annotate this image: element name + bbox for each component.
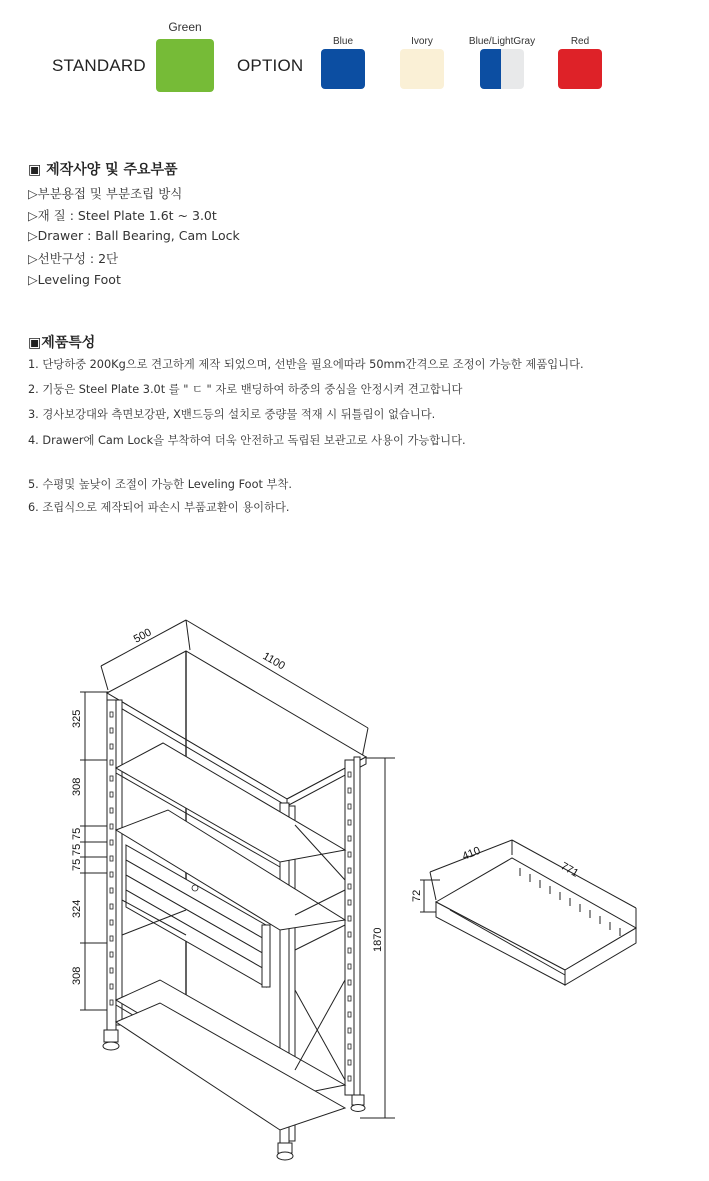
option-label: OPTION <box>237 56 304 75</box>
feature-item-1: 1. 단당하중 200Kg으로 견고하게 제작 되었으며, 선반을 필요에따라 50mm간격으로 조정이 가능한 제품입니다. <box>28 358 584 371</box>
dim-label-2: 308 <box>71 777 83 796</box>
dim-label-7: 308 <box>71 966 83 985</box>
feature-item-3: 3. 경사보강대와 측면보강판, X밴드등의 설치로 중량물 적재 시 뒤틀림이 없습니다. <box>28 408 436 421</box>
feature-item-2: 2. 기둥은 Steel Plate 3.0t 를 " ㄷ " 자로 밴딩하여 하중의 중심을 안정시켜 견고합니다 <box>28 383 463 396</box>
ivory-swatch-label: Ivory <box>411 36 433 47</box>
shelf-drawing <box>0 580 709 1180</box>
width-dim-label: 1100 <box>260 650 287 673</box>
drawer-height-label: 72 <box>411 889 423 902</box>
drawer-depth-label: 410 <box>460 844 483 863</box>
blue-swatch[interactable] <box>321 49 365 89</box>
feature-item-4: 4. Drawer에 Cam Lock을 부착하여 더욱 안전하고 독립된 보관고로 사용이 가능합니다. <box>28 434 466 447</box>
green-swatch-label: Green <box>168 20 202 34</box>
spec-item-2: ▷재 질 : Steel Plate 1.6t ~ 3.0t <box>28 208 217 223</box>
left-dimensions <box>71 692 110 1010</box>
red-swatch[interactable] <box>558 49 602 89</box>
blue-swatch-label: Blue <box>332 36 353 47</box>
lightgray-half <box>501 49 524 89</box>
dim-label-6: 324 <box>71 899 83 918</box>
spec-item-4: ▷선반구성 : 2단 <box>28 251 119 266</box>
feature-item-5: 5. 수평및 높낮이 조절이 가능한 Leveling Foot 부착. <box>28 478 292 491</box>
drawer-drawing <box>411 840 636 985</box>
spec-item-1: ▷부분용접 및 부분조립 방식 <box>28 186 183 201</box>
standard-label: STANDARD <box>52 56 146 75</box>
blue-half <box>480 49 501 89</box>
feature-item-6: 6. 조립식으로 제작되어 파손시 부품교환이 용이하다. <box>28 501 290 514</box>
spec-item-3: ▷Drawer : Ball Bearing, Cam Lock <box>28 228 240 243</box>
ivory-swatch[interactable] <box>400 49 444 89</box>
dim-label-5: 75 <box>71 858 83 871</box>
height-dimension <box>360 758 395 1118</box>
green-swatch[interactable] <box>156 39 214 92</box>
red-swatch-label: Red <box>570 36 590 47</box>
spec-item-5: ▷Leveling Foot <box>28 272 121 287</box>
drawer-width-label: 771 <box>558 860 581 880</box>
dim-label-1: 325 <box>71 709 83 728</box>
height-dim-label: 1870 <box>372 927 384 952</box>
dim-label-3: 75 <box>71 827 83 840</box>
depth-dim-label: 500 <box>131 626 154 646</box>
blue-lightgray-swatch-label: Blue/LightGray <box>468 36 536 47</box>
shelf-unit <box>103 651 366 1160</box>
spec-title: ▣ 제작사양 및 주요부품 <box>28 162 178 178</box>
blue-lightgray-swatch[interactable] <box>480 49 524 89</box>
features-title: ▣제품특성 <box>28 335 96 351</box>
dim-label-4: 75 <box>71 843 83 856</box>
